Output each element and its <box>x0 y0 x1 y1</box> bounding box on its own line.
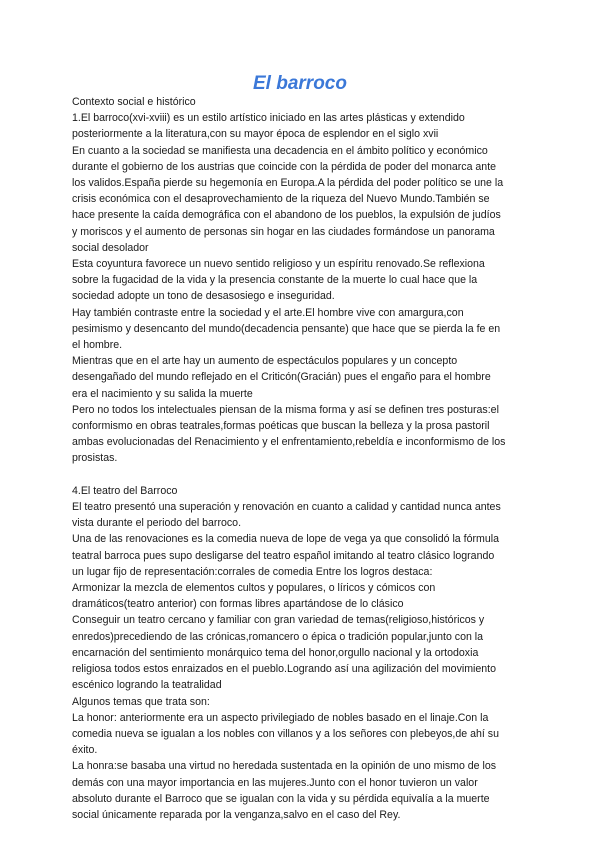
text-line: El teatro presentó una superación y renovación en cuanto a calidad y cantidad nunca antes <box>72 501 501 514</box>
text-line: pesimismo y desencanto del mundo(decadencia pensante) que hace que se pierda la fe en <box>72 322 501 335</box>
text-line: sobre la fugacidad de la vida y la presencia constante de la muerte lo cual hace que la <box>72 274 478 287</box>
text-line: hace presente la caída demográfica con el abandono de los pueblos, la expulsión de judíos <box>72 209 501 222</box>
text-line: comedia nueva se igualan a los nobles con villanos y a los señores con plebeyos,de ahí su <box>72 727 499 740</box>
text-line: los validos.España pierde su hegemonía en Europa.A la pérdida del poder político se une la <box>72 177 504 190</box>
text-line: Algunos temas que trata son: <box>72 695 210 708</box>
text-line: escénico logrando la teatralidad <box>72 679 222 692</box>
text-line: desengañado del mundo reflejado en el Criticón(Gracián) pues el engaño para el hombre <box>72 371 491 384</box>
paragraph-gap <box>72 467 538 483</box>
text-line: éxito. <box>72 744 98 757</box>
text-line: Armonizar la mezcla de elementos cultos y populares, o líricos y cómicos con <box>72 582 436 595</box>
page-title: El barroco <box>253 73 347 94</box>
text-line: demás con una mayor importancia en las mujeres.Junto con el honor tuvieron un valor <box>72 776 478 789</box>
text-line: durante el gobierno de los austrias que coincide con la pérdida de poder del monarca ante <box>72 160 497 173</box>
text-line: En cuanto a la sociedad se manifiesta una decadencia en el ámbito político y económico <box>72 144 488 157</box>
text-line: era el nacimiento y su salida la muerte <box>72 387 253 400</box>
text-line: dramáticos(teatro anterior) con formas libres apartándose de lo clásico <box>72 598 404 611</box>
text-line: Pero no todos los intelectuales piensan de la misma forma y así se definen tres posturas:el <box>72 403 499 416</box>
text-line: social desolador <box>72 241 149 254</box>
text-line: conformismo en obras teatrales,formas poéticas que buscan la belleza y la prosa pastoril <box>72 420 490 433</box>
text-line: prosistas. <box>72 452 118 465</box>
text-line: el hombre. <box>72 339 123 352</box>
text-line: Contexto social e histórico <box>72 96 196 108</box>
text-line: teatral barroca pues supo desligarse del teatro español imitando al teatro clásico logrando <box>72 549 495 562</box>
text-line: social únicamente reparada por la venganza,salvo en el caso del Rey. <box>72 808 401 821</box>
text-line: Mientras que en el arte hay un aumento de espectáculos populares y un concepto <box>72 355 458 368</box>
text-line: Esta coyuntura favorece un nuevo sentido religioso y un espíritu renovado.Se reflexiona <box>72 258 485 271</box>
text-line: La honra:se basaba una virtud no heredada sustentada en la opinión de uno mismo de los <box>72 760 497 773</box>
text-line: ambas evolucionadas del Renacimiento y el enfrentamiento,rebeldía e inconformismo de los <box>72 436 506 449</box>
text-line: y moriscos y el aumento de personas sin hogar en las ciudades formándose un panorama <box>72 225 495 238</box>
text-line: religiosa todos estos enraizados en el pueblo.Logrando así una agilización del movimiento <box>72 663 497 676</box>
text-line: sociedad adopte un tono de desasosiego e inseguridad. <box>72 290 335 303</box>
text-line: enredos)precediendo de las crónicas,romancero o épica o tradición popular,junto con la <box>72 630 484 643</box>
text-line: un lugar fijo de representación:corrales de comedia Entre los logros destaca: <box>72 565 433 578</box>
text-line: 1.El barroco(xvi-xviii) es un estilo artístico iniciado en las artes plásticas y extendido <box>72 112 465 125</box>
text-line: absoluto durante el Barroco que se igualan con la vida y su pérdida equivalía a la muerte <box>72 792 490 805</box>
text-line: vista durante el periodo del barroco. <box>72 517 242 530</box>
section-heading: 4.El teatro del Barroco <box>72 484 178 497</box>
text-line: Hay también contraste entre la sociedad y el arte.El hombre vive con amargura,con <box>72 306 464 319</box>
text-line: crisis económica con el desaprovechamiento de la riqueza del Nuevo Mundo.También se <box>72 193 490 206</box>
text-line: posteriormente a la literatura,con su mayor época de esplendor en el siglo xvii <box>72 128 439 141</box>
text-line: Una de las renovaciones es la comedia nueva de lope de vega ya que consolidó la fórmula <box>72 533 499 546</box>
text-line: Conseguir un teatro cercano y familiar con gran variedad de temas(religioso,históricos y <box>72 614 485 627</box>
text-line: encarnación del sentimiento monárquico tema del honor,orgullo nacional y la ortodoxia <box>72 646 479 659</box>
document-body <box>72 94 538 823</box>
text-line: La honor: anteriormente era un aspecto privilegiado de nobles basado en el linaje.Con la <box>72 711 489 724</box>
